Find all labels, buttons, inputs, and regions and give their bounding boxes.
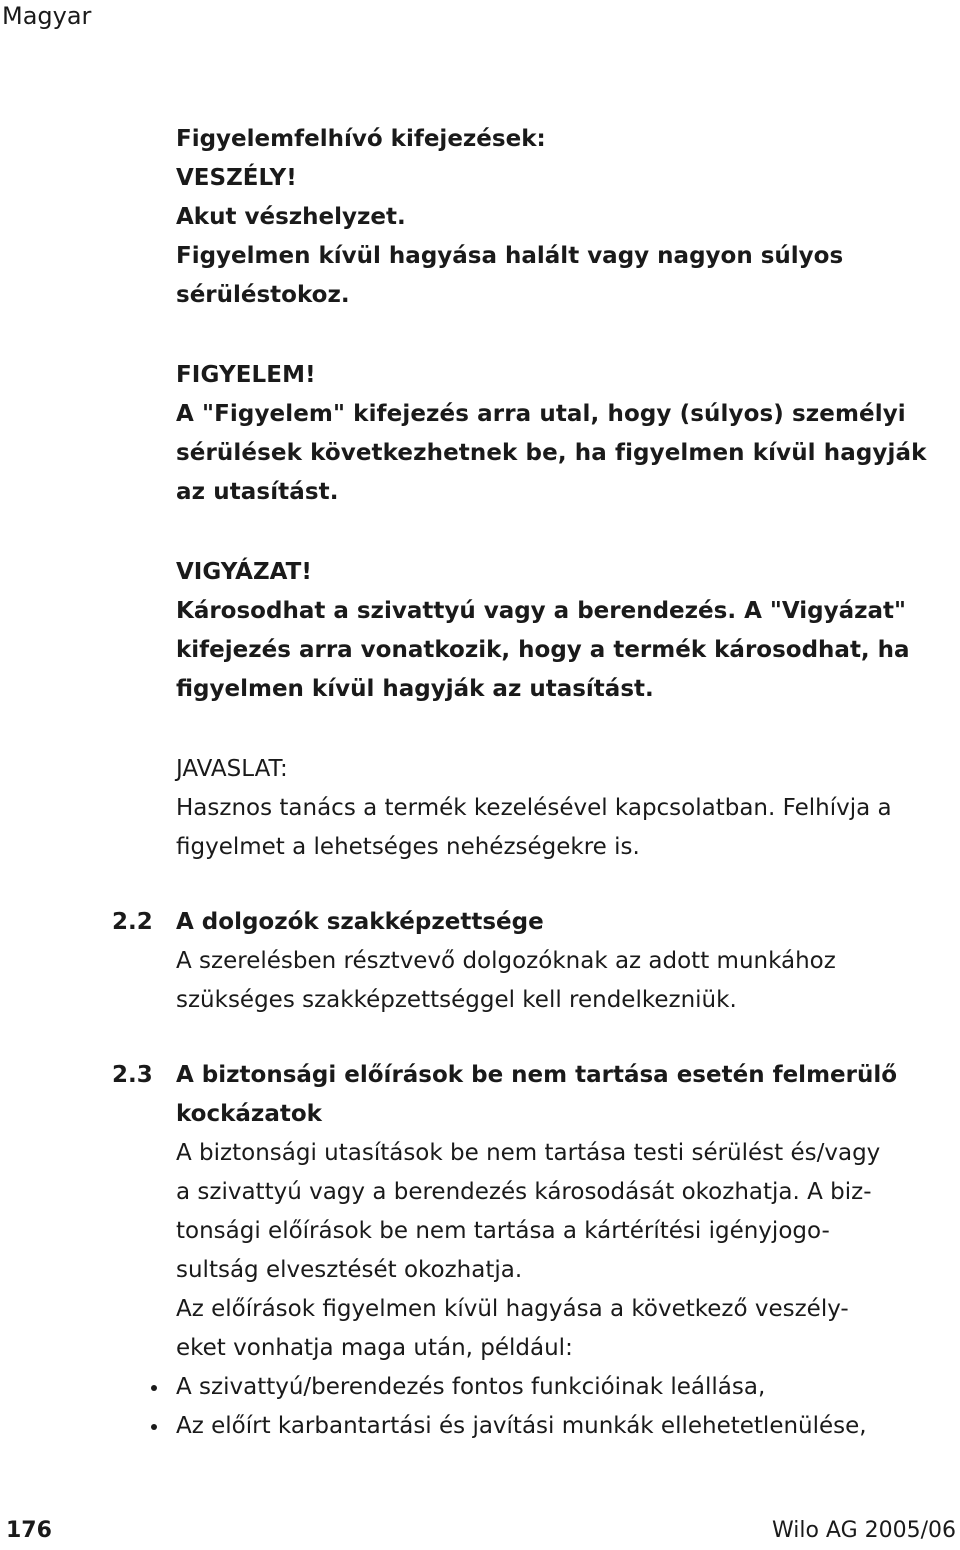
section-text-line: a szivattyú vagy a berendezés károsodását okozhatja. A biz- xyxy=(176,1179,872,1205)
advice-text-line: figyelmet a lehetséges nehézségekre is. xyxy=(176,834,640,860)
attention-text-line: az utasítást. xyxy=(176,479,339,505)
advice-text-line: Hasznos tanács a termék kezelésével kapcsolatban. Felhívja a xyxy=(176,795,892,821)
caution-text-line: figyelmen kívül hagyják az utasítást. xyxy=(176,676,654,702)
caution-keyword: VIGYÁZAT! xyxy=(176,559,312,585)
section-text-line: eket vonhatja maga után, például: xyxy=(176,1335,573,1361)
bullet-icon xyxy=(151,1385,157,1391)
danger-signal-block xyxy=(176,120,956,315)
section-text-line: sultság elvesztését okozhatja. xyxy=(176,1257,523,1283)
section-title: kockázatok xyxy=(176,1101,322,1127)
bullet-icon xyxy=(151,1424,157,1430)
section-title: A biztonsági előírások be nem tartása esetén felmerülő xyxy=(176,1062,898,1088)
hazard-bullet-list xyxy=(0,1368,960,1446)
caution-text-line: Károsodhat a szivattyú vagy a berendezés. A "Vigyázat" xyxy=(176,598,907,624)
section-number: 2.2 xyxy=(112,909,153,935)
section-text-line: szükséges szakképzettséggel kell rendelkezniük. xyxy=(176,987,737,1013)
attention-text-line: A "Figyelem" kifejezés arra utal, hogy (súlyos) személyi xyxy=(176,401,906,427)
section-text-line: A szerelésben résztvevő dolgozóknak az adott munkához xyxy=(176,948,836,974)
danger-text-line: sérüléstokoz. xyxy=(176,282,350,308)
section-number: 2.3 xyxy=(112,1062,153,1088)
caution-text-line: kifejezés arra vonatkozik, hogy a termék károsodhat, ha xyxy=(176,637,910,663)
caution-signal-block xyxy=(176,553,956,709)
page-number: 176 xyxy=(6,1518,52,1543)
list-item xyxy=(0,1368,960,1407)
advice-keyword: JAVASLAT: xyxy=(176,756,288,782)
language-label: Magyar xyxy=(2,2,92,30)
section-text-line: Az előírások figyelmen kívül hagyása a következő veszély- xyxy=(176,1296,849,1322)
advice-signal-block xyxy=(176,750,956,867)
danger-keyword: VESZÉLY! xyxy=(176,165,297,191)
section-text-line: tonsági előírások be nem tartása a kártérítési igényjogo- xyxy=(176,1218,830,1244)
attention-signal-block xyxy=(176,356,956,512)
list-item-text: A szivattyú/berendezés fontos funkcióinak leállása, xyxy=(176,1374,766,1400)
signal-words-heading: Figyelemfelhívó kifejezések: xyxy=(176,126,546,152)
attention-keyword: FIGYELEM! xyxy=(176,362,316,388)
attention-text-line: sérülések következhetnek be, ha figyelmen kívül hagyják xyxy=(176,440,927,466)
list-item-text: Az előírt karbantartási és javítási munkák ellehetetlenülése, xyxy=(176,1413,867,1439)
footer-brand: Wilo AG 2005/06 xyxy=(771,1518,956,1543)
section-text-line: A biztonsági utasítások be nem tartása testi sérülést és/vagy xyxy=(176,1140,881,1166)
list-item xyxy=(0,1407,960,1446)
danger-text-line: Figyelmen kívül hagyása halált vagy nagyon súlyos xyxy=(176,243,844,269)
section-title: A dolgozók szakképzettsége xyxy=(176,909,544,935)
danger-text-line: Akut vészhelyzet. xyxy=(176,204,406,230)
